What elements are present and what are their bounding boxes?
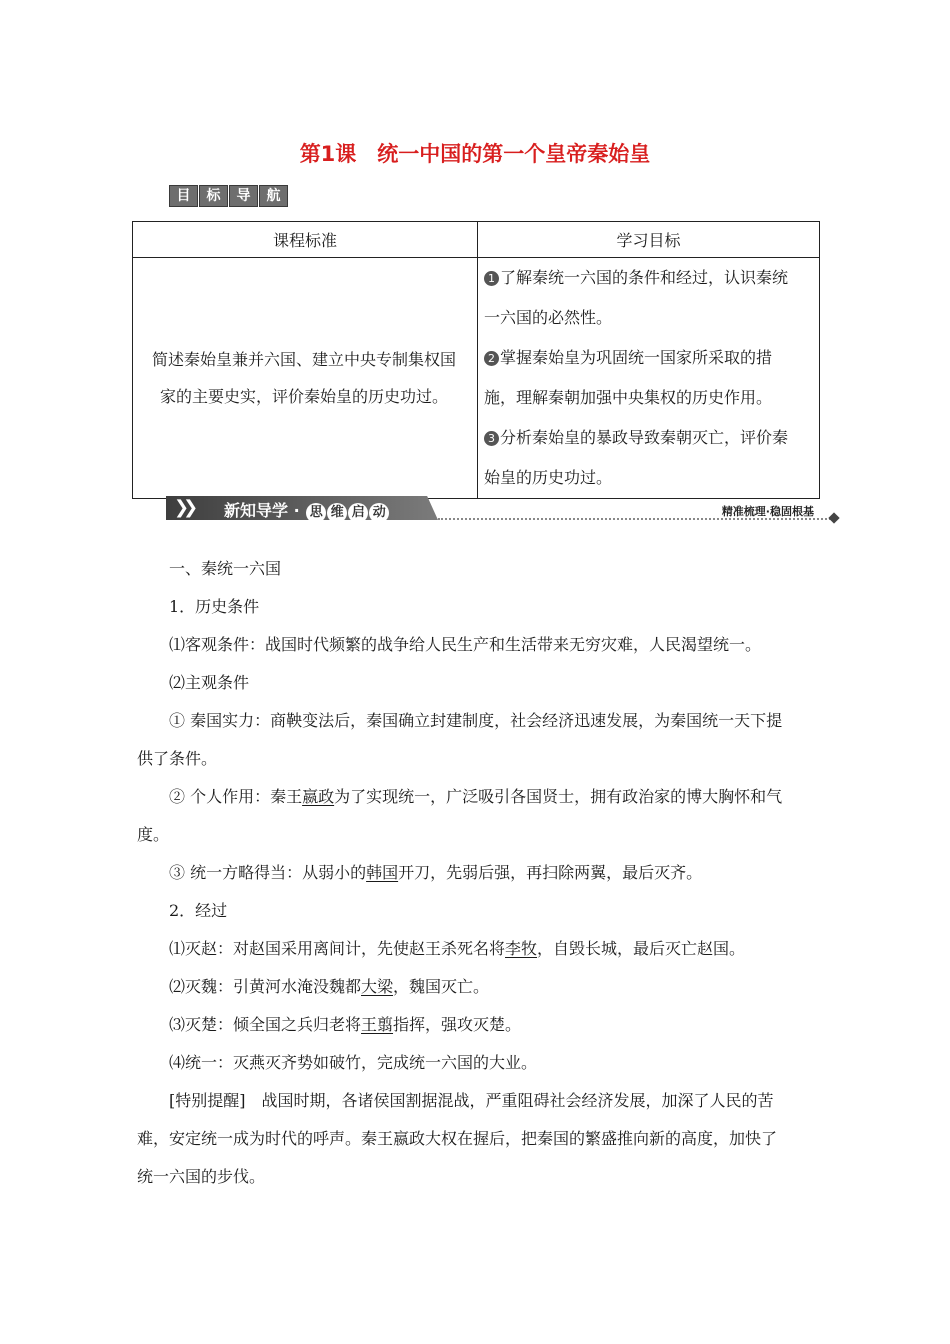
paragraph: ③ 统一方略得当：从弱小的韩国开刀，先弱后强，再扫除两翼，最后灭齐。 <box>169 863 703 882</box>
goal-item-continued: 始皇的历史功过。 <box>484 468 613 487</box>
goals-table <box>132 221 820 499</box>
double-chevron-icon: ❯❯ <box>174 497 193 518</box>
number-badge-icon: 3 <box>484 431 499 446</box>
tag-char: 航 <box>259 185 288 207</box>
paragraph: ⑷统一：灭燕灭齐势如破竹，完成统一六国的大业。 <box>169 1053 538 1072</box>
banner-title: 新知导学 · 思 维 启 动 <box>224 498 389 523</box>
special-note-continued: 难，安定统一成为时代的呼声。秦王嬴政大权在握后，把秦国的繁盛推向新的高度，加快了 <box>137 1129 778 1148</box>
goals-cell <box>478 258 820 499</box>
goal-navigation-tag <box>169 185 288 207</box>
banner-subtitle: 精准梳理·稳固根基 <box>721 505 814 518</box>
key-term: 嬴政 <box>302 787 335 806</box>
diamond-icon <box>828 512 839 523</box>
key-term: 大梁 <box>361 977 394 996</box>
subheading: 1．历史条件 <box>169 597 260 616</box>
special-note: [特别提醒] 战国时期，各诸侯国割据混战，严重阻碍社会经济发展，加深了人民的苦 <box>169 1091 774 1110</box>
key-term: 韩国 <box>366 863 399 882</box>
key-term: 李牧 <box>505 939 538 958</box>
paragraph: ① 秦国实力：商鞅变法后，秦国确立封建制度，社会经济迅速发展，为秦国统一天下提 <box>169 711 783 730</box>
key-term: 王翦 <box>361 1015 394 1034</box>
goal-item: 2 掌握秦始皇为巩固统一国家所采取的措 <box>484 338 813 378</box>
lesson-title: 第1课 统一中国的第一个皇帝秦始皇 <box>299 142 651 166</box>
lesson-content <box>137 550 817 1196</box>
standard-cell <box>133 258 478 499</box>
column-header-standard: 课程标准 <box>133 222 478 258</box>
subheading: 2．经过 <box>169 901 228 920</box>
goal-item: 1 了解秦统一六国的条件和经过，认识秦统 <box>484 258 813 298</box>
goal-item: 3 分析秦始皇的暴政导致秦朝灭亡，评价秦 <box>484 418 813 458</box>
paragraph: ⑴客观条件：战国时代频繁的战争给人民生产和生活带来无穷灾难，人民渴望统一。 <box>169 635 762 654</box>
section-heading: 一、秦统一六国 <box>169 559 282 578</box>
section-banner <box>166 493 838 523</box>
tag-char: 目 <box>169 185 198 207</box>
paragraph: ⑴灭赵：对赵国采用离间计，先使赵王杀死名将李牧，自毁长城，最后灭亡赵国。 <box>169 939 746 958</box>
paragraph: ⑵灭魏：引黄河水淹没魏都大梁，魏国灭亡。 <box>169 977 490 996</box>
tag-char: 导 <box>229 185 258 207</box>
standard-text: 简述秦始皇兼并六国、建立中央专制集权国家的主要史实，评价秦始皇的历史功过。 <box>151 350 456 406</box>
paragraph: ② 个人作用：秦王嬴政为了实现统一，广泛吸引各国贤士，拥有政治家的博大胸怀和气 <box>169 787 783 806</box>
paragraph: ⑵主观条件 <box>169 673 250 692</box>
tag-char: 标 <box>199 185 228 207</box>
column-header-goals: 学习目标 <box>478 222 820 258</box>
number-badge-icon: 1 <box>484 271 499 286</box>
paragraph: ⑶灭楚：倾全国之兵归老将王翦指挥，强攻灭楚。 <box>169 1015 522 1034</box>
number-badge-icon: 2 <box>484 351 499 366</box>
special-note-continued: 统一六国的步伐。 <box>137 1167 266 1186</box>
goal-item-continued: 施，理解秦朝加强中央集权的历史作用。 <box>484 388 773 407</box>
goal-item-continued: 一六国的必然性。 <box>484 308 613 327</box>
paragraph-continued: 供了条件。 <box>137 749 218 768</box>
paragraph-continued: 度。 <box>137 825 170 844</box>
